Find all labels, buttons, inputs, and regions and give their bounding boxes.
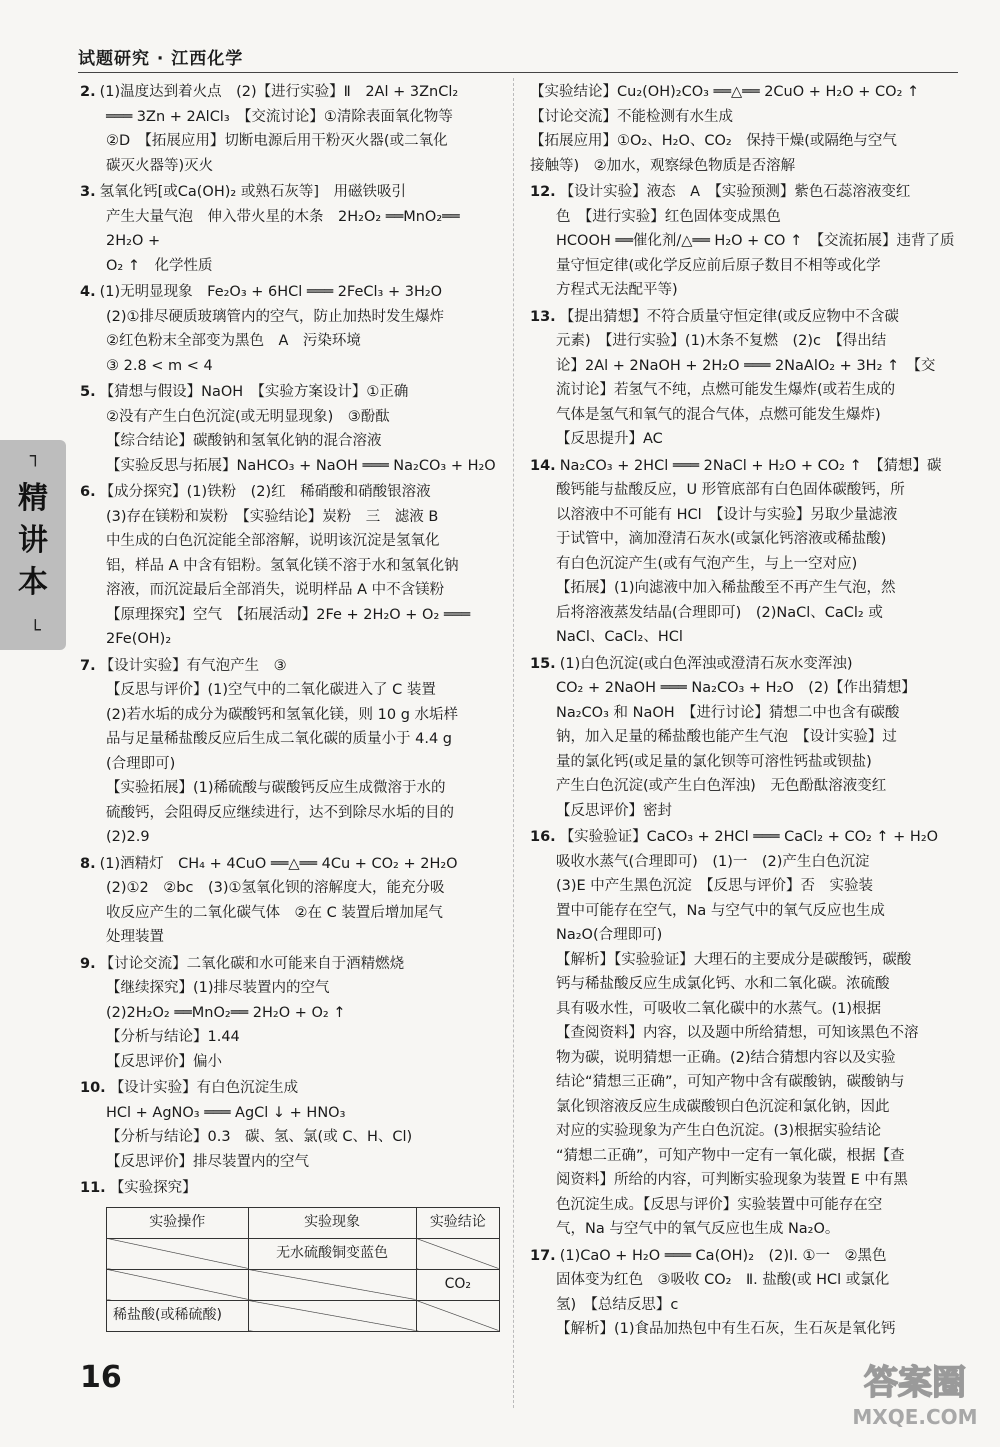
answer-line bbox=[530, 1144, 955, 1169]
answer-line bbox=[80, 801, 500, 826]
answer-text: 【反思与评价】(1)空气中的二氧化碳进入了 C 装置 bbox=[106, 682, 436, 698]
answer-text: 【实验探究】 bbox=[109, 1180, 197, 1196]
answer-text: Na₂O(合理即可) bbox=[556, 927, 663, 943]
answer-line bbox=[530, 625, 955, 650]
answer-line bbox=[80, 1025, 500, 1050]
question-number: 3. bbox=[80, 184, 96, 200]
answer-text: 【解析】【实验验证】大理石的主要成分是碳酸钙，碳酸 bbox=[556, 951, 912, 968]
answer-line bbox=[80, 80, 500, 105]
answer-line bbox=[80, 180, 500, 205]
answer-item bbox=[80, 380, 500, 478]
answer-text: 中生成的白色沉淀能全部溶解，说明该沉淀是氢氧化 bbox=[106, 533, 440, 549]
answer-text: 具有吸水性，可吸收二氧化碳中的水蒸气。(1)根据 bbox=[556, 1000, 882, 1017]
answer-line bbox=[80, 578, 500, 603]
answer-text: 【分析与结论】0.3 碳、氢、氯(或 C、H、Cl) bbox=[106, 1129, 413, 1145]
answer-line bbox=[80, 380, 500, 405]
answer-text: 氢) 【总结反思】c bbox=[556, 1296, 679, 1313]
table-cell bbox=[416, 1238, 499, 1269]
answer-line bbox=[530, 403, 955, 428]
answer-line bbox=[530, 676, 955, 701]
question-number: 15. bbox=[530, 655, 556, 672]
answer-line bbox=[530, 874, 955, 899]
question-number: 7. bbox=[80, 657, 96, 674]
answer-line bbox=[80, 825, 500, 850]
answer-line bbox=[80, 752, 500, 777]
table-cell bbox=[248, 1300, 416, 1331]
table-row bbox=[107, 1269, 500, 1300]
answer-text: 【原理探究】空气 【拓展活动】2Fe + 2H₂O + O₂ ═══ bbox=[106, 606, 471, 623]
answer-text: 【反思评价】密封 bbox=[556, 802, 672, 819]
answer-line bbox=[80, 703, 500, 728]
answer-text: 收反应产生的二氧化碳气体 ②在 C 装置后增加尾气 bbox=[106, 904, 443, 921]
answer-line bbox=[530, 1193, 955, 1218]
answer-line bbox=[80, 852, 500, 877]
answer-line bbox=[530, 329, 955, 354]
question-number: 16. bbox=[530, 829, 556, 845]
answer-text: 物为碳，说明猜想一正确。(2)结合猜想内容以及实验 bbox=[556, 1049, 896, 1066]
answer-text: 【解析】(1)食品加热包中有生石灰，生石灰是氧化钙 bbox=[556, 1321, 896, 1337]
table-cell bbox=[248, 1269, 416, 1300]
answer-text: 吸收水蒸气(合理即可) (1)一 (2)产生白色沉淀 bbox=[556, 853, 870, 870]
table-header-cell: 实验操作 bbox=[107, 1207, 249, 1238]
column-divider bbox=[513, 78, 514, 1408]
answer-text: 【反思评价】排尽装置内的空气 bbox=[106, 1153, 309, 1170]
answer-text: 方程式无法配平等) bbox=[556, 282, 678, 298]
answer-line bbox=[80, 727, 500, 752]
answer-text: 色 【进行实验】红色固体变成黑色 bbox=[556, 208, 781, 225]
answer-item bbox=[80, 180, 500, 278]
answer-item bbox=[80, 654, 500, 850]
answer-item bbox=[80, 1176, 500, 1201]
question-number: 9. bbox=[80, 955, 96, 972]
question-number: 13. bbox=[530, 308, 556, 325]
answer-line bbox=[530, 427, 955, 452]
answer-line bbox=[530, 229, 955, 254]
question-number: 4. bbox=[80, 284, 96, 300]
answer-text: (1)CaO + H₂O ═══ Ca(OH)₂ (2)Ⅰ. ①一 ②黑色 bbox=[559, 1247, 887, 1264]
answer-line bbox=[530, 825, 955, 850]
answer-line bbox=[80, 654, 500, 679]
answer-text: (1)无明显现象 Fe₂O₃ + 6HCl ═══ 2FeCl₃ + 3H₂O bbox=[99, 284, 443, 300]
answer-line bbox=[80, 776, 500, 801]
answer-line bbox=[80, 529, 500, 554]
answer-line bbox=[530, 552, 955, 577]
answer-text: 硫酸钙，会阻碍反应继续进行，达不到除尽水垢的目的 bbox=[106, 804, 454, 821]
answer-text: 氢氧化钙[或Ca(OH)₂ 或熟石灰等] 用磁铁吸引 bbox=[99, 184, 406, 200]
table-cell bbox=[416, 1300, 499, 1331]
answer-text: 【讨论交流】不能检测有水生成 bbox=[530, 108, 733, 125]
answer-line bbox=[80, 554, 500, 579]
answer-line bbox=[530, 1070, 955, 1095]
answer-text: 2Fe(OH)₂ bbox=[106, 631, 172, 647]
answer-line bbox=[530, 750, 955, 775]
question-number: 6. bbox=[80, 484, 96, 500]
answer-text: 【反思提升】AC bbox=[556, 431, 663, 447]
answer-line bbox=[80, 1125, 500, 1150]
answer-line bbox=[530, 1046, 955, 1071]
answer-text: 【设计实验】有气泡产生 ③ bbox=[99, 657, 287, 674]
answer-text: ②没有产生白色沉淀(或无明显现象) ③酚酞 bbox=[106, 408, 390, 425]
answer-text: (1)温度达到着火点 (2)【进行实验】Ⅱ 2Al + 3ZnCl₂ bbox=[99, 84, 459, 100]
question-number: 8. bbox=[80, 855, 96, 872]
answer-line bbox=[530, 503, 955, 528]
answer-line bbox=[530, 1244, 955, 1269]
answer-text: 论】2Al + 2NaOH + 2H₂O ═══ 2NaAlO₂ + 3H₂ ↑ 【交 bbox=[556, 357, 936, 374]
answer-text: 处理装置 bbox=[106, 929, 164, 945]
answer-text: 【实验拓展】(1)稀硫酸与碳酸钙反应生成微溶于水的 bbox=[106, 780, 446, 796]
table-cell: 无水硫酸铜变蓝色 bbox=[248, 1238, 416, 1269]
bracket-bottom-icon: └ bbox=[30, 620, 41, 641]
question-number: 5. bbox=[80, 384, 96, 400]
answer-text: (3)E 中产生黑色沉淀 【反思与评价】否 实验装 bbox=[556, 878, 874, 894]
answer-line bbox=[530, 774, 955, 799]
answer-line bbox=[80, 1050, 500, 1075]
answer-item bbox=[530, 825, 955, 1242]
answer-line bbox=[80, 627, 500, 652]
answer-text: Na₂CO₃ 和 NaOH 【进行讨论】猜想二中也含有碳酸 bbox=[556, 704, 900, 721]
table-row bbox=[107, 1238, 500, 1269]
answer-line bbox=[80, 925, 500, 950]
answer-line bbox=[80, 952, 500, 977]
answer-line bbox=[530, 601, 955, 626]
question-number: 2. bbox=[80, 84, 96, 100]
answer-item bbox=[80, 280, 500, 378]
answer-line bbox=[530, 1268, 955, 1293]
answer-text: 【拓展】(1)向滤液中加入稀盐酸至不再产生气泡，然 bbox=[556, 580, 896, 596]
side-tab-label: 精讲本 bbox=[18, 481, 48, 600]
answer-line bbox=[80, 254, 500, 279]
answer-text: 【反思评价】偏小 bbox=[106, 1053, 222, 1070]
answer-text: 量守恒定律(或化学反应前后原子数目不相等或化学 bbox=[556, 257, 881, 274]
answer-text: 【实验反思与拓展】NaHCO₃ + NaOH ═══ Na₂CO₃ + H₂O bbox=[106, 457, 496, 474]
answer-line bbox=[530, 923, 955, 948]
answer-text: 钙与稀盐酸反应生成氯化钙、水和二氧化碳。浓硫酸 bbox=[556, 976, 890, 992]
answer-item bbox=[80, 1076, 500, 1174]
answer-text: Na₂CO₃ + 2HCl ═══ 2NaCl + H₂O + CO₂ ↑ 【猜想】碳 bbox=[559, 457, 942, 474]
answer-text: 于试管中，滴加澄清石灰水(或氯化钙溶液或稀盐酸) bbox=[556, 531, 887, 547]
answer-line bbox=[80, 901, 500, 926]
answer-text: 量的氯化钙(或足量的氯化钡等可溶性钙盐或钡盐) bbox=[556, 753, 872, 770]
answer-text: 【设计实验】有白色沉淀生成 bbox=[109, 1080, 299, 1096]
table-cell: 稀盐酸(或稀硫酸) bbox=[107, 1300, 249, 1331]
answer-text: 流讨论】若氢气不纯，点燃可能发生爆炸(或若生成的 bbox=[556, 382, 896, 398]
answer-line bbox=[530, 652, 955, 677]
question-number: 12. bbox=[530, 184, 556, 200]
answer-text: 置中可能存在空气，Na 与空气中的氧气反应也生成 bbox=[556, 902, 885, 919]
answer-text: 产生大量气泡 伸入带火星的木条 2H₂O₂ ══MnO₂══ 2H₂O + bbox=[106, 208, 460, 249]
answer-text: (合理即可) bbox=[106, 755, 176, 772]
answer-text: 固体变为红色 ③吸收 CO₂ Ⅱ. 盐酸(或 HCl 或氯化 bbox=[556, 1272, 890, 1288]
answer-item bbox=[80, 952, 500, 1075]
answer-text: O₂ ↑ 化学性质 bbox=[106, 257, 213, 274]
answer-text: 结论“猜想三正确”，可知产物中含有碳酸钠，碳酸钠与 bbox=[556, 1074, 905, 1090]
answer-text: 产生白色沉淀(或产生白色浑浊) 无色酚酞溶液变红 bbox=[556, 778, 887, 794]
answer-text: (2)①排尽硬质玻璃管内的空气，防止加热时发生爆炸 bbox=[106, 308, 445, 325]
answer-line bbox=[530, 527, 955, 552]
answer-text: 以溶液中不可能有 HCl 【设计与实验】另取少量滤液 bbox=[556, 506, 898, 523]
answer-text: ②D 【拓展应用】切断电源后用干粉灭火器(或二氧化 bbox=[106, 133, 448, 149]
answer-line bbox=[80, 429, 500, 454]
answer-text: (2)若水垢的成分为碳酸钙和氢氧化镁，则 10 g 水垢样 bbox=[106, 706, 459, 723]
answer-line bbox=[530, 154, 955, 179]
answer-text: (3)存在镁粉和炭粉 【实验结论】炭粉 三 滤液 B bbox=[106, 508, 439, 525]
page-header: 试题研究 · 江西化学 bbox=[78, 49, 244, 69]
answer-text: 品与足量稀盐酸反应后生成二氧化碳的质量小于 4.4 g bbox=[106, 731, 452, 747]
answer-text: (1)酒精灯 CH₄ + 4CuO ══△══ 4Cu + CO₂ + 2H₂O bbox=[99, 855, 458, 872]
answer-line bbox=[530, 180, 955, 205]
answer-text: 有白色沉淀产生(或有气泡产生，与上一空对应) bbox=[556, 555, 858, 572]
table-row bbox=[107, 1300, 500, 1331]
answer-line bbox=[80, 480, 500, 505]
answer-line bbox=[80, 305, 500, 330]
answer-line bbox=[530, 1095, 955, 1120]
answer-line bbox=[530, 1021, 955, 1046]
answer-line bbox=[80, 405, 500, 430]
answer-text: 碳灭火器等)灭火 bbox=[106, 157, 214, 174]
answer-line bbox=[530, 850, 955, 875]
answer-text: HCOOH ══催化剂/△══ H₂O + CO ↑ 【交流拓展】违背了质 bbox=[556, 233, 955, 249]
answer-line bbox=[80, 105, 500, 130]
question-number: 10. bbox=[80, 1080, 106, 1096]
answer-text: 气，Na 与空气中的氧气反应也生成 Na₂O。 bbox=[556, 1221, 840, 1237]
answer-item bbox=[80, 480, 500, 652]
page-number: 16 bbox=[80, 1360, 122, 1395]
experiment-table bbox=[106, 1207, 500, 1332]
answer-text: ②红色粉末全部变为黑色 A 污染环境 bbox=[106, 333, 361, 349]
answer-text: 气体是氢气和氧气的混合气体，点燃可能发生爆炸) bbox=[556, 406, 881, 423]
answer-line bbox=[80, 205, 500, 254]
answer-text: 接触等) ②加水，观察绿色物质是否溶解 bbox=[530, 157, 796, 174]
table-header-cell: 实验结论 bbox=[416, 1207, 499, 1238]
answer-item bbox=[530, 1244, 955, 1342]
answer-text: 【继续探究】(1)排尽装置内的空气 bbox=[106, 980, 330, 996]
answer-item bbox=[80, 80, 500, 178]
answer-line bbox=[530, 378, 955, 403]
answer-text: 【拓展应用】①O₂、H₂O、CO₂ 保持干燥(或隔绝与空气 bbox=[530, 133, 897, 149]
answer-text: 铝，样品 A 中含有铝粉。氢氧化镁不溶于水和氢氧化钠 bbox=[106, 557, 459, 574]
answer-text: (2)2H₂O₂ ══MnO₂══ 2H₂O + O₂ ↑ bbox=[106, 1004, 346, 1021]
table-cell bbox=[107, 1238, 249, 1269]
answer-line bbox=[80, 454, 500, 479]
answer-line bbox=[80, 1176, 500, 1201]
answer-line bbox=[80, 1150, 500, 1175]
answer-line bbox=[80, 129, 500, 154]
answer-item bbox=[80, 852, 500, 950]
answer-line bbox=[530, 1119, 955, 1144]
watermark-text: 答案圈 bbox=[864, 1363, 966, 1403]
answer-text: 【综合结论】碳酸钠和氢氧化钠的混合溶液 bbox=[106, 433, 382, 449]
answer-text: 【实验验证】CaCO₃ + 2HCl ═══ CaCl₂ + CO₂ ↑ + H₂O bbox=[559, 829, 939, 845]
answer-item bbox=[530, 80, 955, 178]
table-header-cell: 实验现象 bbox=[248, 1207, 416, 1238]
answer-text: 色沉淀生成。【反思与评价】实验装置中可能存在空 bbox=[556, 1196, 883, 1213]
answer-line bbox=[80, 1076, 500, 1101]
answer-line bbox=[530, 205, 955, 230]
answer-line bbox=[80, 505, 500, 530]
answer-line bbox=[530, 725, 955, 750]
table-cell: CO₂ bbox=[416, 1269, 499, 1300]
answer-text: 阅资料】所给的内容，可判断实验现象为装置 E 中有黑 bbox=[556, 1172, 908, 1188]
answer-line bbox=[530, 254, 955, 279]
answer-text: (1)白色沉淀(或白色浑浊或澄清石灰水变浑浊) bbox=[559, 655, 853, 672]
answer-line bbox=[530, 701, 955, 726]
answer-text: ═══ 3Zn + 2AlCl₃ 【交流讨论】①清除表面氧化物等 bbox=[106, 108, 453, 125]
answer-text: 【猜想与假设】NaOH 【实验方案设计】①正确 bbox=[99, 384, 409, 400]
answer-line bbox=[530, 997, 955, 1022]
answer-text: 酸钙能与盐酸反应，U 形管底部有白色固体碳酸钙，所 bbox=[556, 482, 905, 498]
answer-text: NaCl、CaCl₂、HCl bbox=[556, 629, 683, 645]
answer-line bbox=[530, 1317, 955, 1342]
bracket-top-icon: ┐ bbox=[30, 446, 41, 467]
answer-text: 【实验结论】Cu₂(OH)₂CO₃ ══△══ 2CuO + H₂O + CO₂ ↑ bbox=[530, 84, 920, 100]
answer-item bbox=[530, 305, 955, 452]
answer-line bbox=[530, 454, 955, 479]
table-cell bbox=[107, 1269, 249, 1300]
answer-text: 钠，加入足量的稀盐酸也能产生气泡 【设计实验】过 bbox=[556, 729, 897, 745]
answer-line bbox=[80, 678, 500, 703]
question-number: 17. bbox=[530, 1247, 556, 1264]
answer-text: 后将溶液蒸发结晶(合理即可) (2)NaCl、CaCl₂ 或 bbox=[556, 604, 883, 621]
question-number: 14. bbox=[530, 457, 556, 474]
answer-line bbox=[530, 948, 955, 973]
answer-text: 【分析与结论】1.44 bbox=[106, 1029, 240, 1045]
answer-line bbox=[80, 329, 500, 354]
answer-line bbox=[530, 105, 955, 130]
answer-line bbox=[530, 305, 955, 330]
answer-line bbox=[530, 80, 955, 105]
answer-line bbox=[80, 603, 500, 628]
answer-line bbox=[530, 478, 955, 503]
answer-line bbox=[80, 280, 500, 305]
answer-line bbox=[530, 278, 955, 303]
answer-text: CO₂ + 2NaOH ═══ Na₂CO₃ + H₂O (2)【作出猜想】 bbox=[556, 680, 916, 696]
answer-line bbox=[80, 354, 500, 379]
answer-line bbox=[530, 1217, 955, 1242]
answer-line bbox=[530, 899, 955, 924]
answer-line bbox=[530, 1293, 955, 1318]
answer-text: (2)2.9 bbox=[106, 829, 150, 845]
watermark-url: MXQE.COM bbox=[852, 1405, 978, 1429]
answer-line bbox=[530, 576, 955, 601]
answer-text: ③ 2.8 < m < 4 bbox=[106, 357, 213, 374]
answer-text: 氯化钡溶液反应生成碳酸钡白色沉淀和氯化钠，因此 bbox=[556, 1098, 890, 1115]
answer-item bbox=[530, 652, 955, 824]
answer-line bbox=[80, 154, 500, 179]
answer-text: 溶液，而沉淀最后全部消失，说明样品 A 中不含镁粉 bbox=[106, 582, 445, 598]
answer-line bbox=[530, 129, 955, 154]
right-column bbox=[530, 80, 955, 1344]
left-column bbox=[80, 80, 500, 1336]
question-number: 11. bbox=[80, 1180, 106, 1196]
answer-text: 对应的实验现象为产生白色沉淀。(3)根据实验结论 bbox=[556, 1123, 882, 1139]
answer-text: “猜想二正确”，可知产物中一定有一氧化碳，根据【查 bbox=[556, 1147, 905, 1164]
answer-text: 【讨论交流】二氧化碳和水可能来自于酒精燃烧 bbox=[99, 955, 405, 972]
side-tab bbox=[0, 440, 66, 650]
answer-line bbox=[530, 799, 955, 824]
answer-text: HCl + AgNO₃ ═══ AgCl ↓ + HNO₃ bbox=[106, 1104, 346, 1121]
answer-text: 【查阅资料】内容，以及题中所给猜想，可知该黑色不溶 bbox=[556, 1025, 919, 1041]
header-rule bbox=[78, 72, 958, 73]
watermark-logo bbox=[840, 1352, 990, 1432]
answer-text: 【成分探究】(1)铁粉 (2)红 稀硝酸和硝酸银溶液 bbox=[99, 484, 431, 500]
answer-text: 【设计实验】液态 A 【实验预测】紫色石蕊溶液变红 bbox=[559, 184, 911, 200]
answer-text: (2)①2 ②bc (3)①氢氧化钡的溶解度大，能充分吸 bbox=[106, 880, 445, 896]
answer-line bbox=[80, 1101, 500, 1126]
answer-text: 【提出猜想】不符合质量守恒定律(或反应物中不含碳 bbox=[559, 308, 899, 325]
answer-line bbox=[80, 1001, 500, 1026]
answer-line bbox=[80, 976, 500, 1001]
answer-item bbox=[530, 454, 955, 650]
answer-line bbox=[80, 876, 500, 901]
answer-line bbox=[530, 972, 955, 997]
answer-line bbox=[530, 354, 955, 379]
answer-text: 元素) 【进行实验】(1)木条不复燃 (2)c 【得出结 bbox=[556, 333, 887, 349]
answer-line bbox=[530, 1168, 955, 1193]
answer-item bbox=[530, 180, 955, 303]
